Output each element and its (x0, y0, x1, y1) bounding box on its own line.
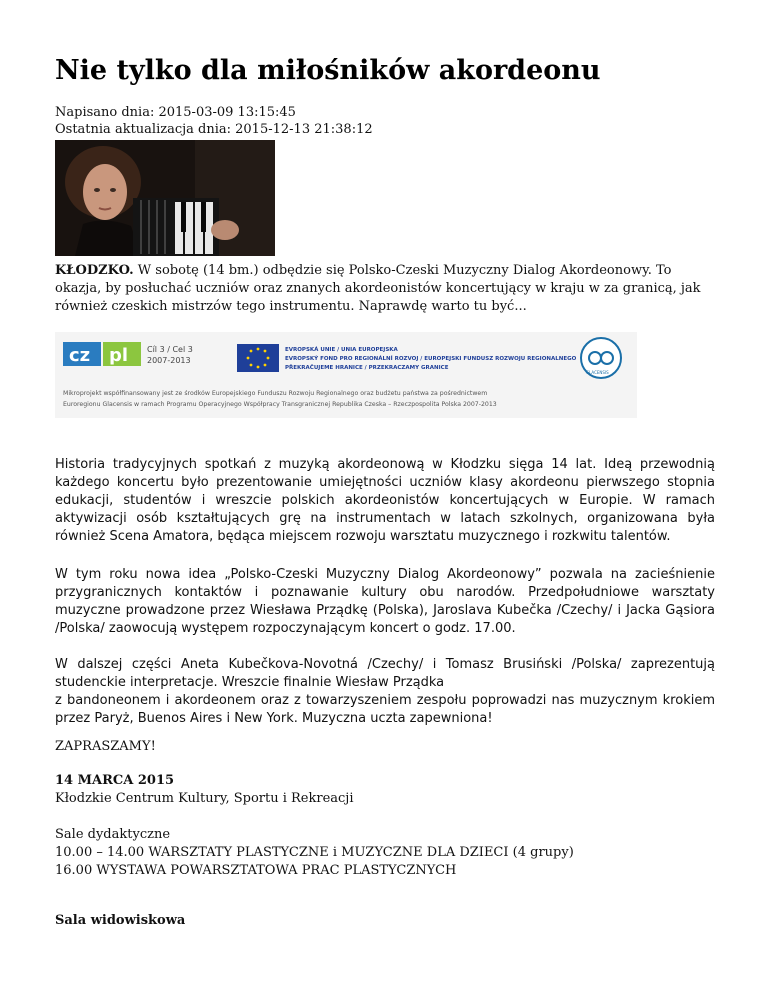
glacensis-label: GLACENSIS (586, 370, 609, 375)
eu-line-3: PŘEKRAČUJEME HRANICE / PRZEKRACZAMY GRANICE (285, 365, 449, 371)
article-meta (55, 104, 373, 138)
funding-note-1: Mikroprojekt współfinansowany jest ze środków Europejskiego Funduszu Rozwoju Regionalnego oraz budżetu państwa za pośrednictwem (63, 390, 488, 397)
lead-place: KŁODZKO. (55, 263, 134, 278)
logo-cz: cz (69, 345, 91, 366)
eu-funding-banner (55, 332, 637, 418)
updated-date: Ostatnia aktualizacja dnia: 2015-12-13 21:38:12 (55, 122, 373, 137)
event-info (55, 772, 354, 808)
schedule (55, 826, 574, 880)
lead-text: W sobotę (14 bm.) odbędzie się Polsko-Czeski Muzyczny Dialog Akordeonowy. To okazja, by posłuchać uczniów oraz znanych akordeonistów koncertujący w kraju w za granicą, jak również czeskich mistrzów tego instrumentu. Naprawdę warto tu być... (55, 263, 701, 314)
paragraph-history: Historia tradycyjnych spotkań z muzyką akordeonową w Kłodzku sięga 14 lat. Ideą przewodnią każdego koncertu było prezentowanie umiejętności uczniów klasy akordeonu pierwszego stopnia edukacji, studentów i wreszcie polskich akordeonistów koncertujących w Europie. W ramach aktywizacji osób kształtujących grę na instrumentach w latach szkolnych, organizowana była również Scena Amatora, będąca miejscem rozwoju warsztatu muzycznego i rozkwitu talentów. (55, 457, 715, 544)
paragraph-program-line-1: W dalszej części Aneta Kubečkova-Novotná /Czechy/ i Tomasz Brusiński /Polska/ zaprezentują studenckie interpretacje. Wreszcie finalnie Wiesław Prządka (55, 657, 715, 690)
cil-line-2: 2007-2013 (147, 356, 191, 365)
eu-line-2: EVROPSKÝ FOND PRO REGIONÁLNÍ ROZVOJ / EUROPEJSKI FUNDUSZ ROZWOJU REGIONALNEGO (285, 356, 577, 362)
paragraph-program-line-2: z bandoneonem i akordeonem oraz z towarzyszeniem zespołu poprowadzi nas muzycznym krokiem przez Paryż, Buenos Aires i New York. Muzyczna uczta zapewniona! (55, 693, 715, 726)
funding-note-2: Euroregionu Glacensis w ramach Programu Operacyjnego Współpracy Transgranicznej Republika Czeska – Rzeczpospolita Polska 2007-2013 (63, 401, 497, 408)
hall-title: Sala widowiskowa (55, 913, 186, 928)
lead-paragraph (55, 262, 715, 316)
logo-pl: pl (109, 345, 129, 366)
schedule-title: Sale dydaktyczne (55, 827, 171, 842)
paragraph-program (55, 656, 715, 728)
paragraph-idea: W tym roku nowa idea „Polsko-Czeski Muzyczny Dialog Akordeonowy” pozwala na zacieśnienie przygranicznych kontaktów i poznawanie kultury obu narodów. Przedpołudniowe warsztaty muzyczne prowadzone przez Wiesława Prządkę (Polska), Jaroslava Kubečka /Czechy/ i Jacka Gąsiora /Polska/ zaowocują występem rozpoczynającym koncert o godz. 17.00. (55, 567, 715, 636)
invite-text: ZAPRASZAMY! (55, 739, 156, 754)
schedule-item: 10.00 – 14.00 WARSZTATY PLASTYCZNE i MUZYCZNE DLA DZIECI (4 grupy) (55, 845, 574, 860)
eu-line-1: EVROPSKÁ UNIE / UNIA EUROPEJSKA (285, 347, 398, 353)
schedule-item: 16.00 WYSTAWA POWARSZTATOWA PRAC PLASTYCZNYCH (55, 863, 457, 878)
accordionist-photo (55, 140, 275, 256)
written-date: Napisano dnia: 2015-03-09 13:15:45 (55, 105, 296, 120)
page-title: Nie tylko dla miłośników akordeonu (55, 55, 601, 86)
event-date: 14 MARCA 2015 (55, 773, 175, 788)
event-venue: Kłodzkie Centrum Kultury, Sportu i Rekreacji (55, 791, 354, 806)
hall-heading (55, 912, 185, 930)
cil-line-1: Cíl 3 / Cel 3 (147, 345, 193, 354)
